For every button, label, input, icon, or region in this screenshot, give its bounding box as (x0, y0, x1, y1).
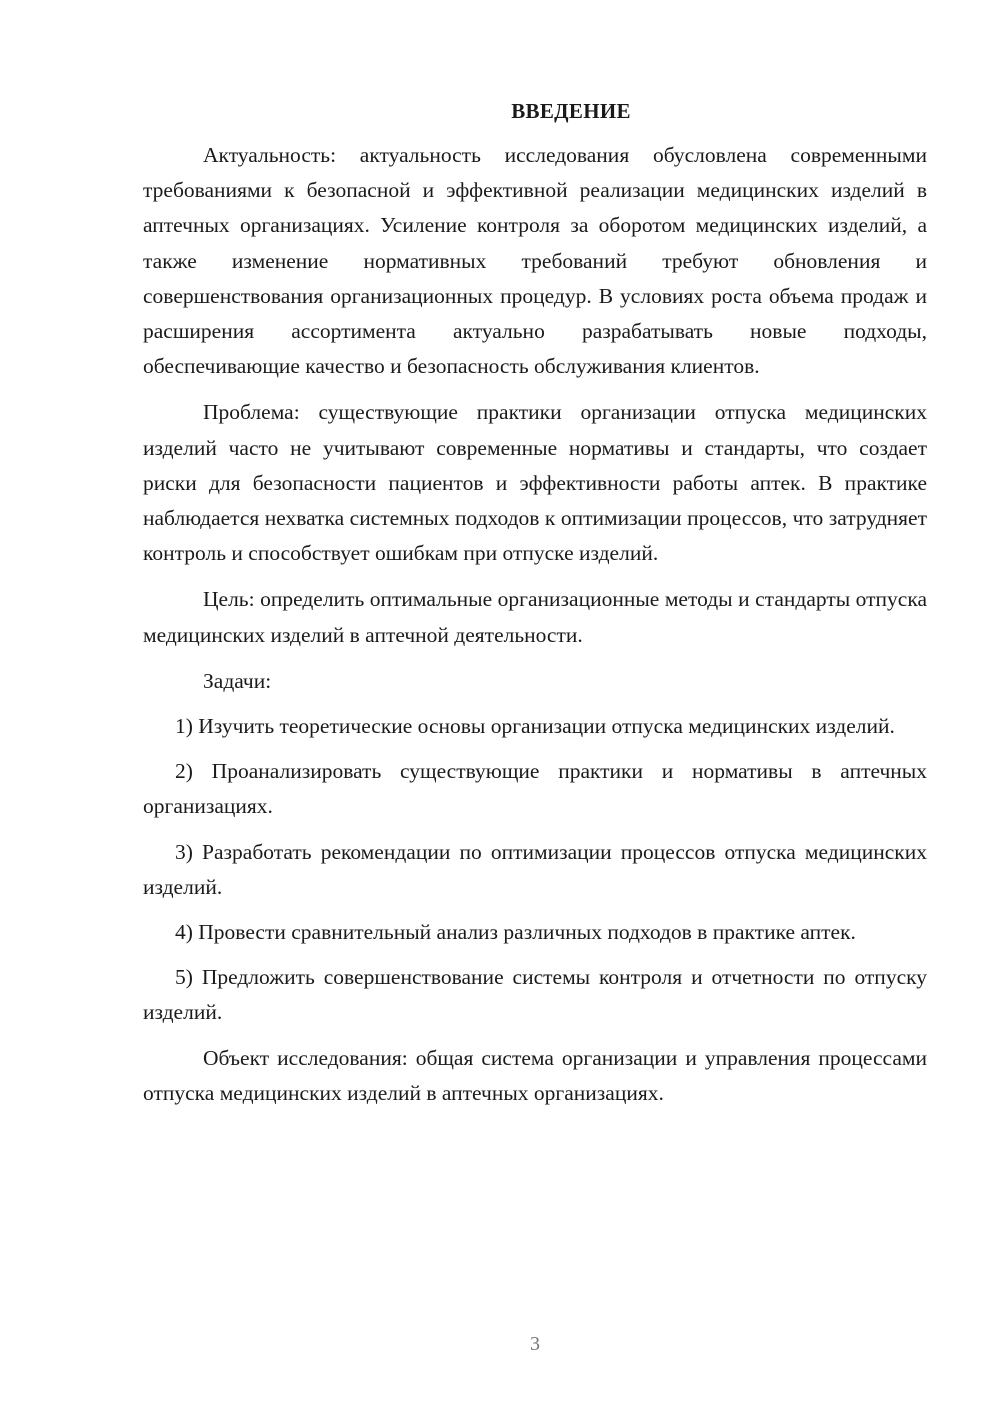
list-item: 4) Провести сравнительный анализ различных подходов в практике аптек. (175, 920, 856, 945)
list-item: 5) Предложить совершенствование системы контроля и отчетности по отпуску изделий. (143, 965, 927, 1025)
relevance-paragraph: Актуальность: актуальность исследования обусловлена современными требованиями к безопасной и эффективной реализации медицинских изделий в аптечных организациях. Усиление контроля за оборотом медицинских изделий, а также изменение нормативных требований требуют обновления и совершенствования организационных процедур. В условиях роста объема продаж и расширения ассортимента актуально разрабатывать новые подходы, обеспечивающие качество и безопасность обслуживания клиентов. (143, 143, 927, 379)
object-paragraph: Объект исследования: общая система организации и управления процессами отпуска медицинских изделий в аптечных организациях. (143, 1045, 927, 1105)
section-title: ВВЕДЕНИЕ (511, 99, 631, 123)
tasks-list (143, 709, 927, 1031)
list-item: 2) Проанализировать существующие практики и нормативы в аптечных организациях. (143, 759, 927, 819)
problem-paragraph: Проблема: существующие практики организации отпуска медицинских изделий часто не учитывают современные нормативы и стандарты, что создает риски для безопасности пациентов и эффективности работы аптек. В практике наблюдается нехватка системных подходов к оптимизации процессов, что затрудняет контроль и способствует ошибкам при отпуске изделий. (143, 400, 927, 566)
list-item: 3) Разработать рекомендации по оптимизации процессов отпуска медицинских изделий. (143, 839, 927, 899)
page-number: 3 (530, 1333, 540, 1355)
tasks-heading: Задачи: (203, 668, 272, 693)
goal-paragraph: Цель: определить оптимальные организационные методы и стандарты отпуска медицинских изделий в аптечной деятельности. (143, 587, 927, 647)
page-body (143, 96, 927, 1122)
list-item: 1) Изучить теоретические основы организации отпуска медицинских изделий. (175, 714, 895, 739)
